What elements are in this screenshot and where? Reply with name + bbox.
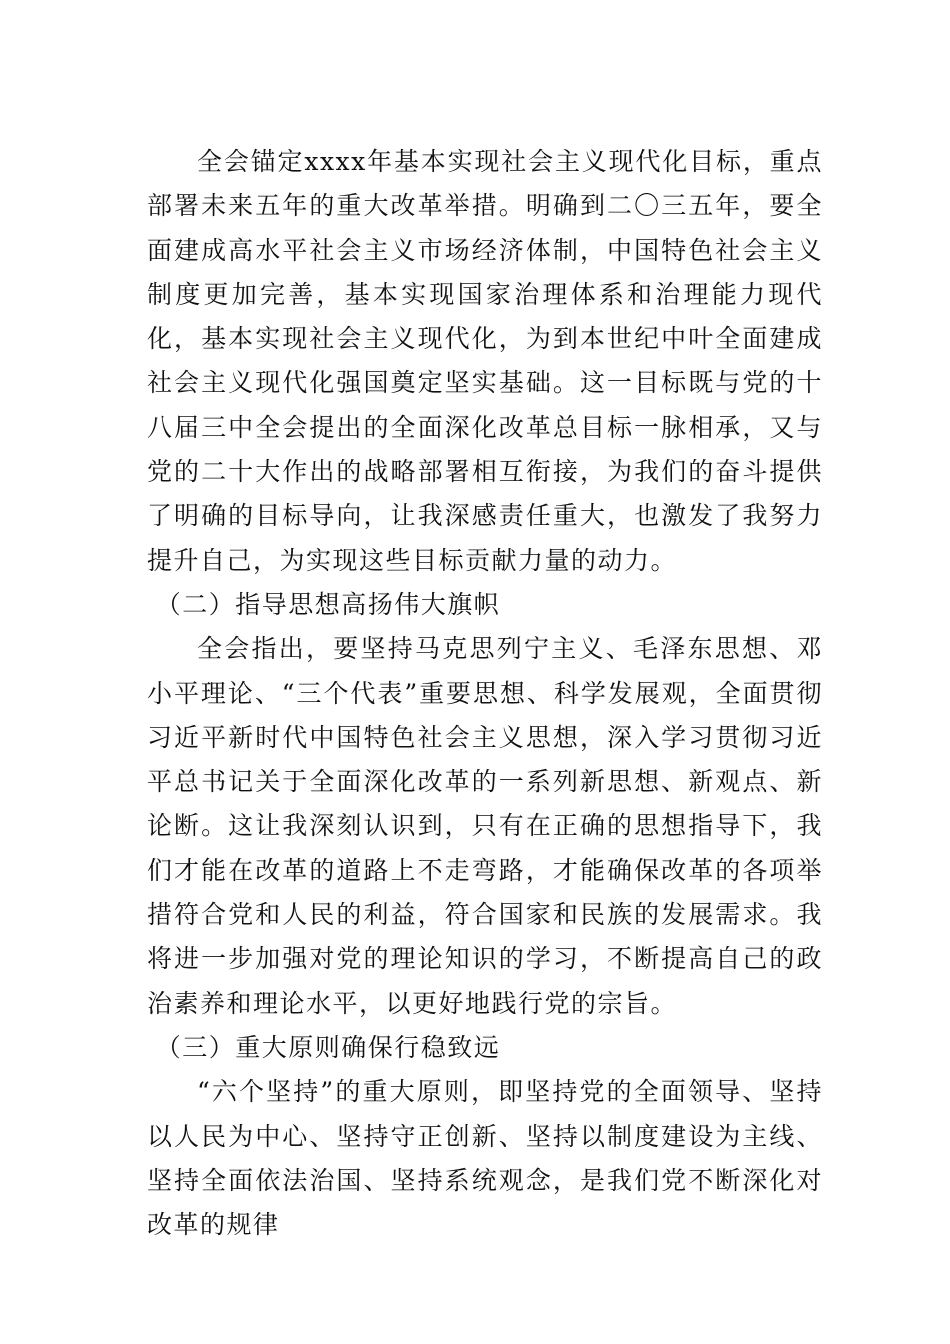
paragraph-principles: “六个坚持”的重大原则，即坚持党的全面领导、坚持以人民为中心、坚持守正创新、坚持以制度建设为主线、坚持全面依法治国、坚持系统观念，是我们党不断深化对改革的规律 bbox=[147, 1077, 823, 1240]
section-heading-guiding-thought bbox=[147, 583, 823, 627]
paragraph-goal: 全会锚定xxxx年基本实现社会主义现代化目标，重点部署未来五年的重大改革举措。明确到二〇三五年，要全面建成高水平社会主义市场经济体制，中国特色社会主义制度更加完善，基本实现国家治理体系和治理能力现代化，基本实现社会主义现代化，为到本世纪中叶全面建成社会主义现代化强国奠定坚实基础。这一目标既与党的十八届三中全会提出的全面深化改革总目标一脉相承，又与党的二十大作出的战略部署相互衔接，为我们的奋斗提供了明确的目标导向，让我深感责任重大，也激发了我努力提升自己，为实现这些目标贡献力量的动力。 bbox=[147, 147, 823, 575]
section-heading-text: （二）指导思想高扬伟大旗帜 bbox=[155, 589, 501, 619]
document-page bbox=[147, 140, 823, 1247]
paragraph-guiding-thought: 全会指出，要坚持马克思列宁主义、毛泽东思想、邓小平理论、“三个代表”重要思想、科学发展观，全面贯彻习近平新时代中国特色社会主义思想，深入学习贯彻习近平总书记关于全面深化改革的一系列新思想、新观点、新论断。这让我深刻认识到，只有在正确的思想指导下，我们才能在改革的道路上不走弯路，才能确保改革的各项举措符合党和人民的利益，符合国家和民族的发展需求。我将进一步加强对党的理论知识的学习，不断提高自己的政治素养和理论水平，以更好地践行党的宗旨。 bbox=[147, 634, 823, 1018]
section-heading-text: （三）重大原则确保行稳致远 bbox=[155, 1032, 501, 1062]
section-heading-principles bbox=[147, 1026, 823, 1070]
